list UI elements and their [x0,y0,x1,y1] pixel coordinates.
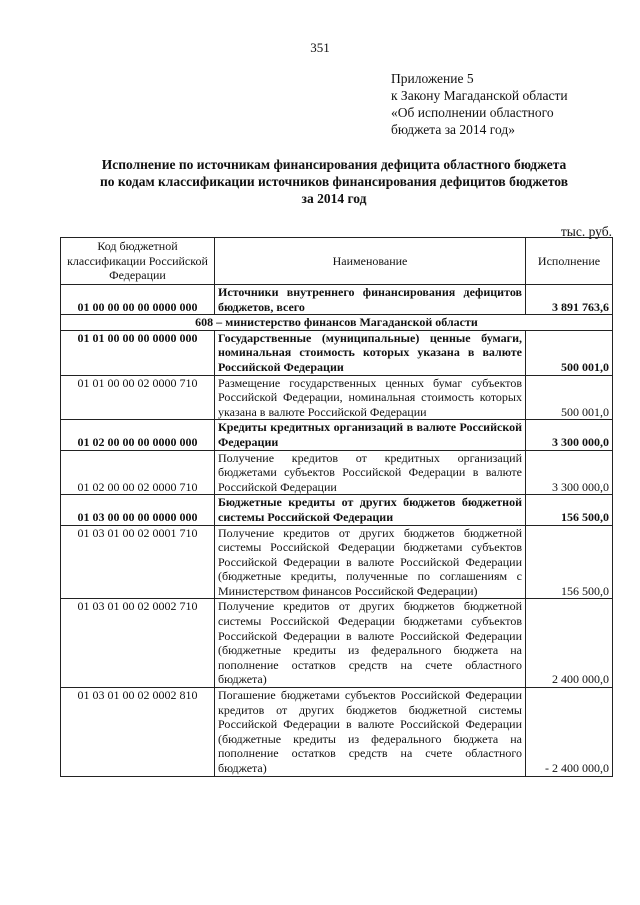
row-amount: 156 500,0 [526,495,613,525]
row-amount: 3 300 000,0 [526,450,613,495]
title-line: Исполнение по источникам финансирования дефицита областного бюджета [101,157,567,172]
row-code: 01 02 00 00 00 0000 000 [61,420,215,450]
row-code: 01 03 01 00 02 0002 710 [61,599,215,688]
table-row [61,285,613,315]
row-amount: 3 300 000,0 [526,420,613,450]
appendix-line: «Об исполнении областного [391,105,554,120]
row-name: Государственные (муниципальные) ценные бумаги, номинальная стоимость которых указана в валюте Российской Федерации [215,330,526,375]
row-amount: 3 891 763,6 [526,285,613,315]
row-name: Погашение бюджетами субъектов Российской Федерации кредитов от других бюджетов бюджетной системы Российской Федерации в валюте Российской Федерации (бюджетные кредиты из федерального бюджета на пополнение остатков средств на счете областного бюджета) [215,688,526,777]
row-code: 01 03 01 00 02 0002 810 [61,688,215,777]
table-row [61,450,613,495]
page-number: 351 [310,40,330,55]
row-name: Источники внутреннего финансирования дефицитов бюджетов, всего [215,285,526,315]
row-amount: - 2 400 000,0 [526,688,613,777]
table-row [61,375,613,420]
row-amount: 156 500,0 [526,525,613,599]
header-code: Код бюджетной классификации Российской Федерации [61,238,215,285]
row-name: Кредиты кредитных организаций в валюте Российской Федерации [215,420,526,450]
table-row [61,688,613,777]
row-name: Получение кредитов от других бюджетов бюджетной системы Российской Федерации бюджетами субъектов Российской Федерации в валюте Российской Федерации (бюджетные кредиты из федерального бюджета на пополнение остатков средств на счете областного бюджета) [215,599,526,688]
row-code: 01 03 00 00 00 0000 000 [61,495,215,525]
table-header-row [61,238,613,285]
row-name: Получение кредитов от других бюджетов бюджетной системы Российской Федерации бюджетами субъектов Российской Федерации в валюте Российской Федерации (бюджетные кредиты, полученные по соглашениям с Министерством финансов Российской Федерации) [215,525,526,599]
department-row [61,315,613,331]
appendix-line: бюджета за 2014 год» [391,122,515,137]
row-amount: 500 001,0 [526,330,613,375]
department-name: 608 – министерство финансов Магаданской области [61,315,613,331]
header-amount: Исполнение [526,238,613,285]
unit-label: тыс. руб. [560,224,612,239]
document-title [60,156,608,207]
header-name: Наименование [215,238,526,285]
row-name: Получение кредитов от кредитных организаций бюджетами субъектов Российской Федерации в валюте Российской Федерации [215,450,526,495]
row-code: 01 01 00 00 02 0000 710 [61,375,215,420]
appendix-line: Приложение 5 [391,71,474,86]
title-line: по кодам классификации источников финансирования дефицитов бюджетов [100,174,568,189]
row-amount: 2 400 000,0 [526,599,613,688]
appendix-note [391,70,568,138]
sources-table [60,237,613,777]
row-code: 01 03 01 00 02 0001 710 [61,525,215,599]
row-name: Бюджетные кредиты от других бюджетов бюджетной системы Российской Федерации [215,495,526,525]
row-code: 01 00 00 00 00 0000 000 [61,285,215,315]
table-row [61,599,613,688]
row-code: 01 02 00 00 02 0000 710 [61,450,215,495]
table-row [61,495,613,525]
title-line: за 2014 год [301,191,367,206]
table-row [61,525,613,599]
table-row [61,330,613,375]
appendix-line: к Закону Магаданской области [391,88,568,103]
row-amount: 500 001,0 [526,375,613,420]
table-row [61,420,613,450]
row-name: Размещение государственных ценных бумаг субъектов Российской Федерации, номинальная стоимость которых указана в валюте Российской Федерации [215,375,526,420]
row-code: 01 01 00 00 00 0000 000 [61,330,215,375]
